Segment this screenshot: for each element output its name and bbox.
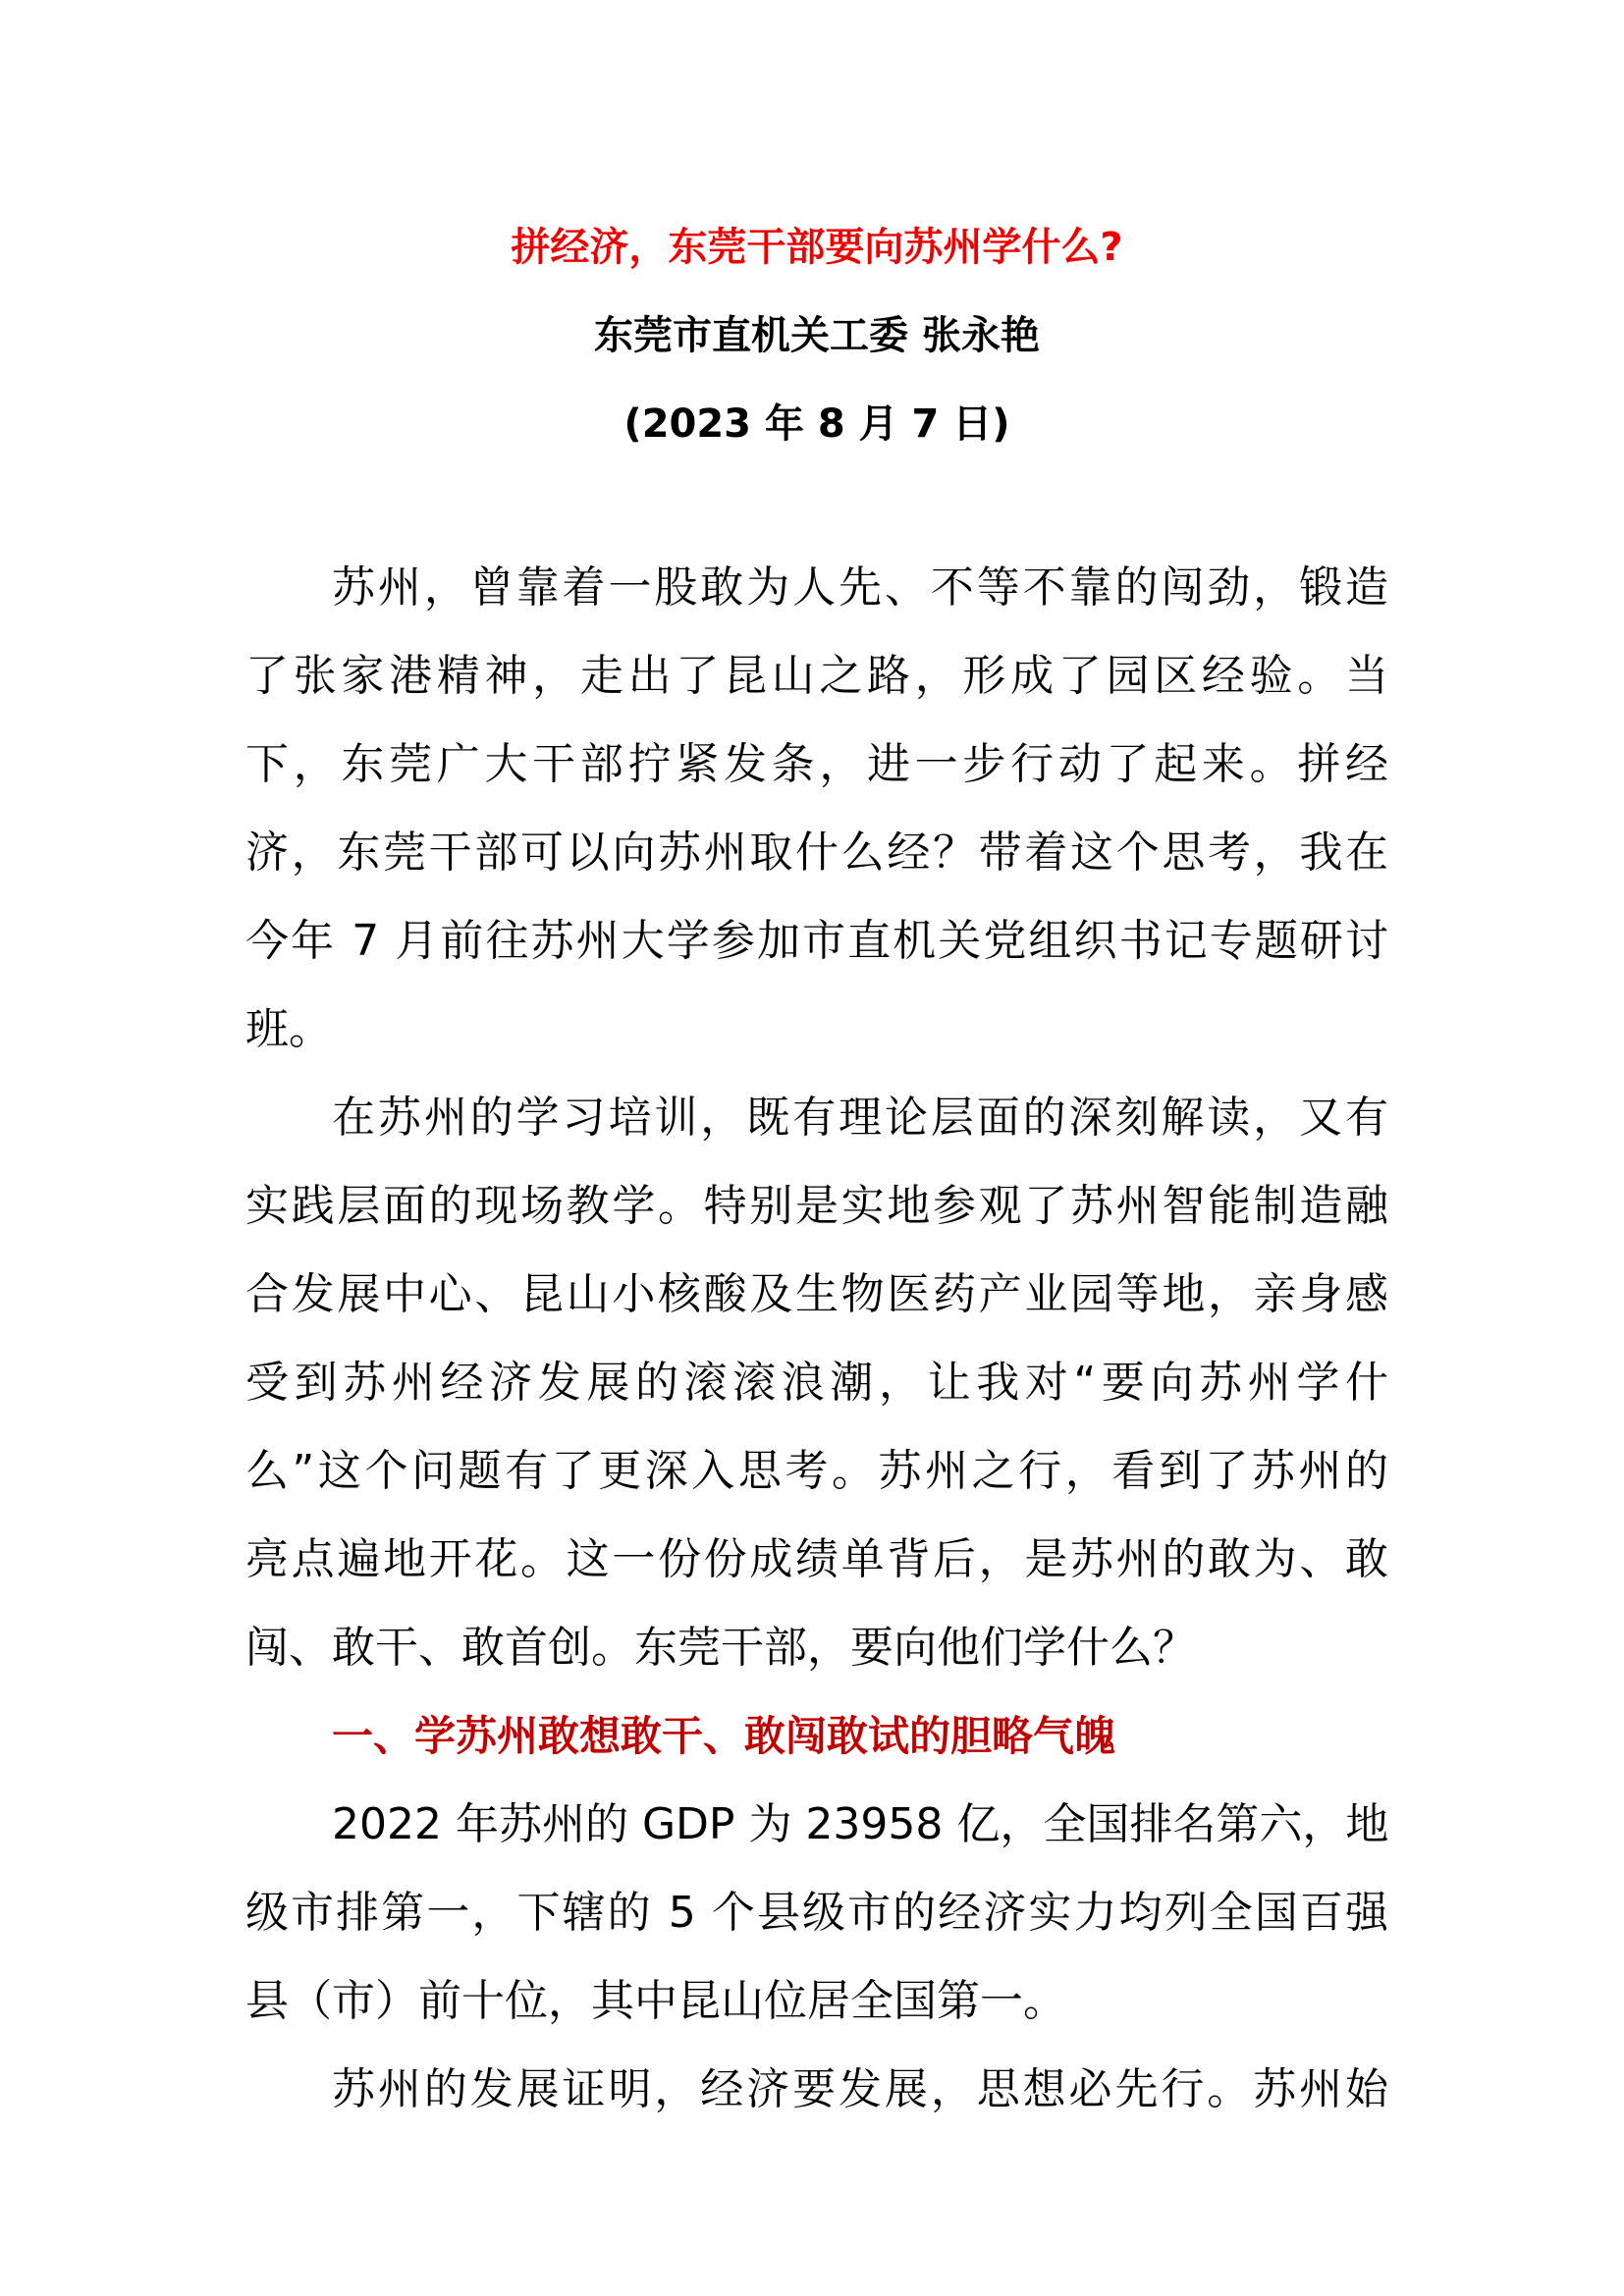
text-line: 受到苏州经济发展的滚滚浪潮，让我对“要向苏州学什 [245,1358,1388,1408]
text-line: 亮点遍地开花。这一份份成绩单背后，是苏州的敢为、敢 [245,1534,1388,1584]
document-title: 拼经济，东莞干部要向苏州学什么? [511,225,1123,270]
text-line: 闯、敢干、敢首创。东莞干部，要向他们学什么？ [245,1623,1196,1673]
text-line: 县（市）前十位，其中昆山位居全国第一。 [245,1976,1066,2026]
text-line: 苏州，曾靠着一股敢为人先、不等不靠的闯劲，锻造 [332,562,1388,613]
paragraph-2 [245,1074,1388,1692]
section-heading-1: 一、学苏州敢想敢干、敢闯敢试的胆略气魄 [332,1712,1116,1760]
text-line: 合发展中心、昆山小核酸及生物医药产业园等地，亲身感 [245,1269,1388,1319]
document-body [245,544,1388,2134]
paragraph-1 [245,544,1388,1074]
paragraph-3 [245,1781,1388,2046]
text-line: 苏州的发展证明，经济要发展，思想必先行。苏州始 [332,2064,1388,2114]
text-line: 了张家港精神，走出了昆山之路，形成了园区经验。当 [245,651,1388,701]
text-line: 实践层面的现场教学。特别是实地参观了苏州智能制造融 [245,1181,1388,1231]
date-line: (2023 年 8 月 7 日) [623,401,1010,447]
text-line: 济，东莞干部可以向苏州取什么经？带着这个思考，我在 [245,828,1388,878]
text-line: 班。 [245,1004,332,1054]
text-line: 级市排第一，下辖的 5 个县级市的经济实力均列全国百强 [245,1888,1388,1938]
text-line: 在苏州的学习培训，既有理论层面的深刻解读，又有 [332,1093,1388,1143]
text-line: 今年 7 月前往苏州大学参加市直机关党组织书记专题研讨 [245,916,1388,966]
text-line: 2022 年苏州的 GDP 为 23958 亿，全国排名第六，地 [332,1799,1389,1849]
text-line: 下，东莞广大干部拧紧发条，进一步行动了起来。拼经 [245,739,1388,789]
text-line: 么”这个问题有了更深入思考。苏州之行，看到了苏州的 [245,1446,1388,1496]
document-page [245,218,1388,2134]
paragraph-4 [245,2046,1388,2134]
author-line: 东莞市直机关工委 张永艳 [594,313,1040,358]
